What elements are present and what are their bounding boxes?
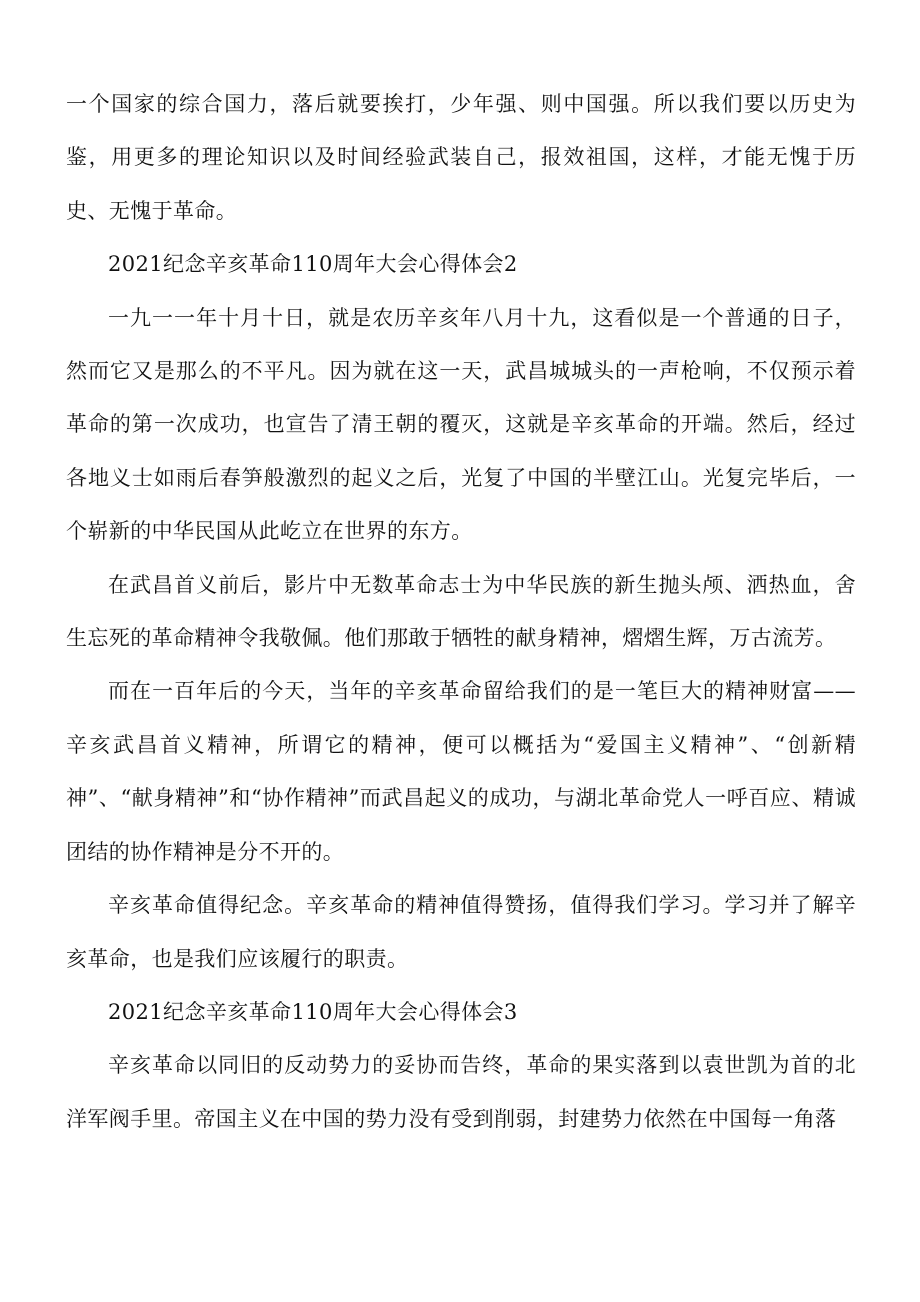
paragraph-6: 辛亥革命值得纪念。辛亥革命的精神值得赞扬，值得我们学习。学习并了解辛亥革命，也是我们应该履行的职责。 — [66, 893, 856, 971]
section-heading-3: 2021纪念辛亥革命110周年大会心得体会3 — [108, 999, 518, 1024]
paragraph-3: 一九一一年十月十日，就是农历辛亥年八月十九，这看似是一个普通的日子，然而它又是那么的不平凡。因为就在这一天，武昌城城头的一声枪响，不仅预示着革命的第一次成功，也宣告了清王朝的覆灭，这就是辛亥革命的开端。然后，经过各地义士如雨后春笋般激烈的起义之后，光复了中国的半壁江山。光复完毕后，一个崭新的中华民国从此屹立在世界的东方。 — [66, 305, 856, 544]
paragraph-1: 一个国家的综合国力，落后就要挨打，少年强、则中国强。所以我们要以历史为鉴，用更多的理论知识以及时间经验武装自己，报效祖国，这样，才能无愧于历史、无愧于革命。 — [66, 92, 856, 223]
paragraph-8: 辛亥革命以同旧的反动势力的妥协而告终，革命的果实落到以袁世凯为首的北洋军阀手里。帝国主义在中国的势力没有受到削弱，封建势力依然在中国每一角落 — [66, 1053, 856, 1131]
document-body — [66, 78, 856, 1146]
section-heading-2: 2021纪念辛亥革命110周年大会心得体会2 — [108, 252, 518, 277]
paragraph-4: 在武昌首义前后，影片中无数革命志士为中华民族的新生抛头颅、洒热血，舍生忘死的革命精神令我敬佩。他们那敢于牺牲的献身精神，熠熠生辉，万古流芳。 — [66, 572, 856, 651]
paragraph-5: 而在一百年后的今天，当年的辛亥革命留给我们的是一笔巨大的精神财富——辛亥武昌首义精神，所谓它的精神，便可以概括为“爱国主义精神”、“创新精神”、“献身精神”和“协作精神”而武昌起义的成功，与湖北革命党人一呼百应、精诚团结的协作精神是分不开的。 — [66, 679, 856, 864]
